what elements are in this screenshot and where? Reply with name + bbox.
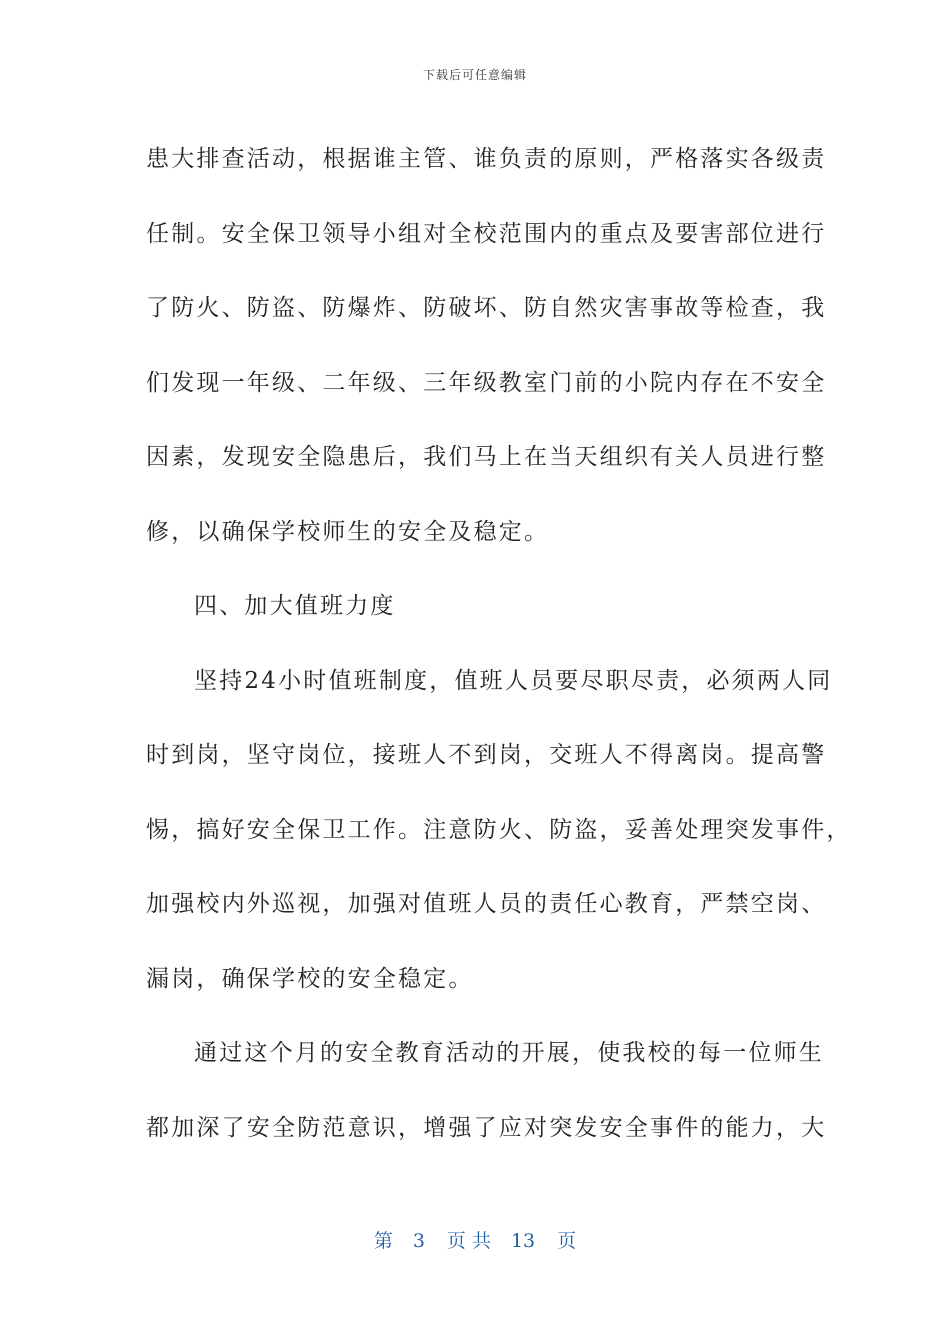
page-header: 下载后可任意编辑 xyxy=(422,68,527,82)
current-page-number: 3 xyxy=(412,1230,425,1252)
text-line: 通过这个月的安全教育活动的开展，使我校的每一位师生 xyxy=(194,1040,824,1066)
total-page-count: 13 xyxy=(510,1230,536,1252)
text-line: 惕，搞好安全保卫工作。注意防火、防盗，妥善处理突发事件， xyxy=(146,816,852,843)
page-footer xyxy=(0,1226,950,1253)
section-heading: 四、加大值班力度 xyxy=(194,593,396,619)
text-line: 任制。安全保卫领导小组对全校范围内的重点及要害部位进行 xyxy=(146,220,827,247)
text-line: 加强校内外巡视，加强对值班人员的责任心教育，严禁空岗、 xyxy=(146,891,827,917)
footer-middle: 页 共 xyxy=(446,1230,491,1252)
text-line: 都加深了安全防范意识，增强了应对突发安全事件的能力，大 xyxy=(146,1114,827,1141)
text-line: 因素，发现安全隐患后，我们马上在当天组织有关人员进行整 xyxy=(146,444,827,470)
text-line: 了防火、防盗、防爆炸、防破坏、防自然灾害事故等检查，我 xyxy=(146,295,827,321)
text-line: 患大排查活动，根据谁主管、谁负责的原则，严格落实各级责 xyxy=(146,146,827,172)
footer-suffix: 页 xyxy=(557,1230,577,1252)
footer-prefix: 第 xyxy=(373,1230,393,1252)
text-line: 坚持24小时值班制度，值班人员要尽职尽责，必须两人同 xyxy=(194,667,833,694)
text-line: 漏岗，确保学校的安全稳定。 xyxy=(146,965,474,992)
text-line: 时到岗，坚守岗位，接班人不到岗，交班人不得离岗。提高警 xyxy=(146,742,827,768)
text-line: 修，以确保学校师生的安全及稳定。 xyxy=(146,518,550,545)
text-line: 们发现一年级、二年级、三年级教室门前的小院内存在不安全 xyxy=(146,369,827,396)
document-body xyxy=(146,122,852,1165)
